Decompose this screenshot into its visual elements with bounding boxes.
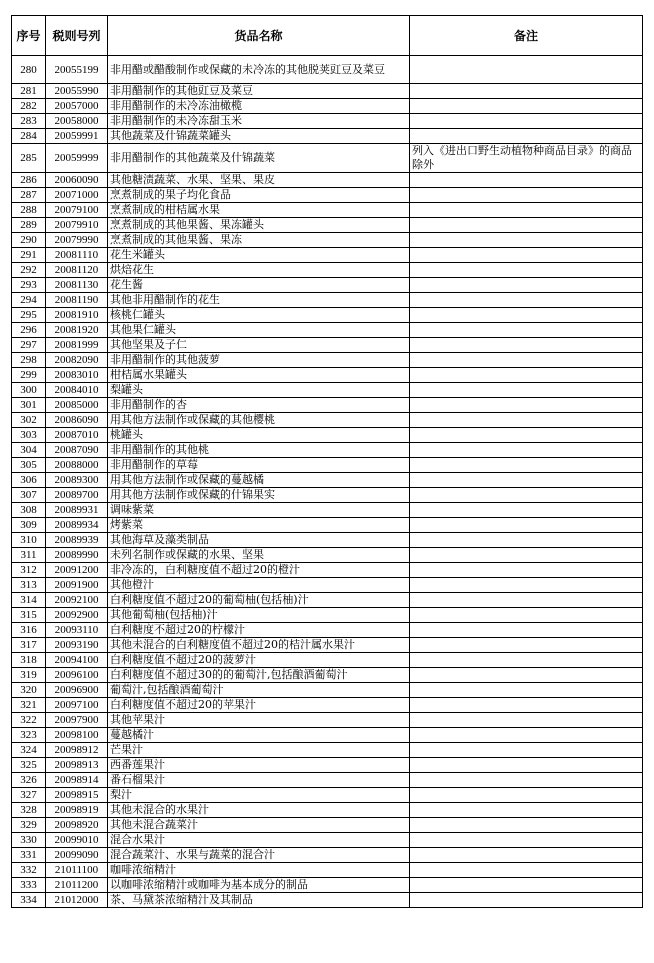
row-remarks	[410, 893, 643, 908]
row-tariff-code: 20096100	[46, 668, 108, 683]
table-row	[12, 698, 643, 713]
row-tariff-code: 20091200	[46, 563, 108, 578]
table-row	[12, 608, 643, 623]
table-row	[12, 99, 643, 114]
row-index: 290	[12, 233, 46, 248]
table-row	[12, 773, 643, 788]
table-row	[12, 548, 643, 563]
row-index: 333	[12, 878, 46, 893]
row-index: 308	[12, 503, 46, 518]
row-remarks	[410, 623, 643, 638]
row-remarks	[410, 458, 643, 473]
row-tariff-code: 20081110	[46, 248, 108, 263]
row-tariff-code: 20099090	[46, 848, 108, 863]
table-row	[12, 428, 643, 443]
row-index: 302	[12, 413, 46, 428]
row-goods-name: 烘焙花生	[108, 263, 410, 278]
row-goods-name: 其他非用醋制作的花生	[108, 293, 410, 308]
row-remarks	[410, 84, 643, 99]
row-tariff-code: 20081910	[46, 308, 108, 323]
row-goods-name: 白利糖度值不超过30的的葡萄汁,包括酿酒葡萄汁	[108, 668, 410, 683]
row-goods-name: 用其他方法制作或保藏的其他樱桃	[108, 413, 410, 428]
row-goods-name: 烹煮制成的其他果酱、果冻罐头	[108, 218, 410, 233]
row-remarks	[410, 368, 643, 383]
row-remarks	[410, 443, 643, 458]
row-index: 291	[12, 248, 46, 263]
row-index: 297	[12, 338, 46, 353]
table-row	[12, 488, 643, 503]
table-row	[12, 833, 643, 848]
row-goods-name: 用其他方法制作或保藏的什锦果实	[108, 488, 410, 503]
row-remarks	[410, 578, 643, 593]
table-row	[12, 878, 643, 893]
row-index: 318	[12, 653, 46, 668]
row-tariff-code: 20088000	[46, 458, 108, 473]
row-tariff-code: 20093110	[46, 623, 108, 638]
row-tariff-code: 20086090	[46, 413, 108, 428]
row-remarks	[410, 878, 643, 893]
row-index: 312	[12, 563, 46, 578]
row-goods-name: 非用醋制作的其他蔬菜及什锦蔬菜	[108, 144, 410, 173]
row-goods-name: 烹煮制成的柑桔属水果	[108, 203, 410, 218]
row-tariff-code: 20098912	[46, 743, 108, 758]
table-row	[12, 713, 643, 728]
row-tariff-code: 20098100	[46, 728, 108, 743]
row-remarks	[410, 743, 643, 758]
row-goods-name: 烹煮制成的果子均化食品	[108, 188, 410, 203]
row-index: 334	[12, 893, 46, 908]
row-index: 307	[12, 488, 46, 503]
row-goods-name: 白利糖度值不超过20的葡萄柚(包括柚)汁	[108, 593, 410, 608]
row-remarks	[410, 653, 643, 668]
row-goods-name: 西番莲果汁	[108, 758, 410, 773]
row-remarks	[410, 338, 643, 353]
row-remarks	[410, 788, 643, 803]
row-remarks	[410, 698, 643, 713]
row-remarks	[410, 848, 643, 863]
table-row	[12, 129, 643, 144]
row-remarks	[410, 233, 643, 248]
row-index: 304	[12, 443, 46, 458]
row-tariff-code: 20058000	[46, 114, 108, 129]
table-row	[12, 533, 643, 548]
row-goods-name: 芒果汁	[108, 743, 410, 758]
row-index: 293	[12, 278, 46, 293]
row-remarks	[410, 503, 643, 518]
row-index: 289	[12, 218, 46, 233]
row-goods-name: 非用醋制作的未冷冻甜玉米	[108, 114, 410, 129]
row-tariff-code: 20079990	[46, 233, 108, 248]
row-index: 281	[12, 84, 46, 99]
table-row	[12, 114, 643, 129]
table-row	[12, 803, 643, 818]
row-index: 331	[12, 848, 46, 863]
table-row	[12, 383, 643, 398]
row-tariff-code: 20098919	[46, 803, 108, 818]
row-tariff-code: 20096900	[46, 683, 108, 698]
row-index: 317	[12, 638, 46, 653]
row-tariff-code: 20087010	[46, 428, 108, 443]
row-tariff-code: 20083010	[46, 368, 108, 383]
table-row	[12, 668, 643, 683]
row-tariff-code: 20098920	[46, 818, 108, 833]
row-goods-name: 用其他方法制作或保藏的蔓越橘	[108, 473, 410, 488]
row-index: 283	[12, 114, 46, 129]
row-remarks	[410, 173, 643, 188]
row-remarks	[410, 99, 643, 114]
row-index: 320	[12, 683, 46, 698]
row-remarks	[410, 248, 643, 263]
row-remarks	[410, 383, 643, 398]
row-tariff-code: 20081920	[46, 323, 108, 338]
row-index: 329	[12, 818, 46, 833]
row-goods-name: 其他果仁罐头	[108, 323, 410, 338]
row-goods-name: 其他蔬菜及什锦蔬菜罐头	[108, 129, 410, 144]
row-index: 288	[12, 203, 46, 218]
table-row	[12, 518, 643, 533]
table-row	[12, 683, 643, 698]
row-goods-name: 调味紫菜	[108, 503, 410, 518]
row-remarks	[410, 533, 643, 548]
row-index: 294	[12, 293, 46, 308]
row-tariff-code: 20059991	[46, 129, 108, 144]
row-tariff-code: 21011100	[46, 863, 108, 878]
row-remarks	[410, 218, 643, 233]
row-goods-name: 混合蔬菜汁、水果与蔬菜的混合汁	[108, 848, 410, 863]
row-remarks	[410, 413, 643, 428]
row-index: 301	[12, 398, 46, 413]
row-tariff-code: 20059999	[46, 144, 108, 173]
table-row	[12, 248, 643, 263]
row-tariff-code: 20081120	[46, 263, 108, 278]
row-remarks	[410, 323, 643, 338]
row-tariff-code: 20092100	[46, 593, 108, 608]
table-header	[12, 16, 643, 56]
header-remarks: 备注	[410, 16, 643, 56]
row-tariff-code: 20055199	[46, 56, 108, 84]
row-tariff-code: 20081130	[46, 278, 108, 293]
row-index: 280	[12, 56, 46, 84]
row-index: 295	[12, 308, 46, 323]
table-row	[12, 144, 643, 173]
row-tariff-code: 20099010	[46, 833, 108, 848]
table-row	[12, 638, 643, 653]
row-tariff-code: 20091900	[46, 578, 108, 593]
row-tariff-code: 20089700	[46, 488, 108, 503]
row-tariff-code: 20060090	[46, 173, 108, 188]
row-goods-name: 柑桔属水果罐头	[108, 368, 410, 383]
row-remarks	[410, 353, 643, 368]
row-goods-name: 花生米罐头	[108, 248, 410, 263]
row-remarks	[410, 863, 643, 878]
row-index: 328	[12, 803, 46, 818]
table-row	[12, 56, 643, 84]
row-tariff-code: 20097900	[46, 713, 108, 728]
row-index: 286	[12, 173, 46, 188]
row-goods-name: 其他未混合蔬菜汁	[108, 818, 410, 833]
table-row	[12, 743, 643, 758]
row-index: 315	[12, 608, 46, 623]
table-row	[12, 443, 643, 458]
row-index: 296	[12, 323, 46, 338]
table-row	[12, 368, 643, 383]
table-row	[12, 728, 643, 743]
table-row	[12, 323, 643, 338]
table-row	[12, 503, 643, 518]
row-tariff-code: 20081190	[46, 293, 108, 308]
row-goods-name: 混合水果汁	[108, 833, 410, 848]
row-index: 309	[12, 518, 46, 533]
row-remarks	[410, 593, 643, 608]
row-goods-name: 其他葡萄柚(包括柚)汁	[108, 608, 410, 623]
row-remarks	[410, 263, 643, 278]
header-goods-name: 货品名称	[108, 16, 410, 56]
row-index: 292	[12, 263, 46, 278]
row-remarks	[410, 563, 643, 578]
row-remarks	[410, 308, 643, 323]
header-tariff-code: 税则号列	[46, 16, 108, 56]
table-row	[12, 173, 643, 188]
row-index: 314	[12, 593, 46, 608]
row-goods-name: 其他苹果汁	[108, 713, 410, 728]
row-index: 323	[12, 728, 46, 743]
row-tariff-code: 20097100	[46, 698, 108, 713]
row-remarks	[410, 683, 643, 698]
row-goods-name: 桃罐头	[108, 428, 410, 443]
row-tariff-code: 21011200	[46, 878, 108, 893]
row-tariff-code: 21012000	[46, 893, 108, 908]
row-goods-name: 白利糖度值不超过20的苹果汁	[108, 698, 410, 713]
row-goods-name: 非用醋制作的未冷冻油橄榄	[108, 99, 410, 114]
row-remarks	[410, 398, 643, 413]
row-goods-name: 未列名制作或保藏的水果、坚果	[108, 548, 410, 563]
table-row	[12, 293, 643, 308]
row-remarks	[410, 713, 643, 728]
row-goods-name: 其他未混合的水果汁	[108, 803, 410, 818]
row-tariff-code: 20055990	[46, 84, 108, 99]
row-goods-name: 其他橙汁	[108, 578, 410, 593]
row-goods-name: 其他坚果及子仁	[108, 338, 410, 353]
row-tariff-code: 20081999	[46, 338, 108, 353]
row-goods-name: 花生酱	[108, 278, 410, 293]
table-row	[12, 818, 643, 833]
table-row	[12, 308, 643, 323]
row-index: 303	[12, 428, 46, 443]
row-index: 319	[12, 668, 46, 683]
row-index: 300	[12, 383, 46, 398]
row-index: 322	[12, 713, 46, 728]
row-index: 306	[12, 473, 46, 488]
row-goods-name: 非用醋制作的其他豇豆及菜豆	[108, 84, 410, 99]
row-index: 327	[12, 788, 46, 803]
row-index: 313	[12, 578, 46, 593]
row-index: 332	[12, 863, 46, 878]
row-tariff-code: 20089300	[46, 473, 108, 488]
row-index: 282	[12, 99, 46, 114]
row-remarks	[410, 818, 643, 833]
row-remarks	[410, 293, 643, 308]
table-row	[12, 623, 643, 638]
row-remarks	[410, 278, 643, 293]
table-row	[12, 848, 643, 863]
table-row	[12, 84, 643, 99]
table-row	[12, 338, 643, 353]
row-index: 325	[12, 758, 46, 773]
row-remarks	[410, 833, 643, 848]
table-row	[12, 788, 643, 803]
table-row	[12, 218, 643, 233]
row-goods-name: 葡萄汁,包括酿酒葡萄汁	[108, 683, 410, 698]
row-remarks	[410, 608, 643, 623]
row-goods-name: 非用醋制作的草莓	[108, 458, 410, 473]
row-tariff-code: 20082090	[46, 353, 108, 368]
table-row	[12, 413, 643, 428]
row-goods-name: 白利糖度不超过20的柠檬汁	[108, 623, 410, 638]
row-goods-name: 非用醋制作的其他桃	[108, 443, 410, 458]
row-remarks	[410, 56, 643, 84]
row-index: 284	[12, 129, 46, 144]
table-row	[12, 473, 643, 488]
row-tariff-code: 20079100	[46, 203, 108, 218]
row-remarks	[410, 473, 643, 488]
row-remarks	[410, 129, 643, 144]
row-tariff-code: 20092900	[46, 608, 108, 623]
table-row	[12, 398, 643, 413]
table-row	[12, 458, 643, 473]
row-remarks	[410, 188, 643, 203]
row-tariff-code: 20084010	[46, 383, 108, 398]
table-row	[12, 203, 643, 218]
row-tariff-code: 20098915	[46, 788, 108, 803]
row-remarks: 列入《进出口野生动植物种商品目录》的商品除外	[410, 144, 643, 173]
row-goods-name: 梨汁	[108, 788, 410, 803]
row-goods-name: 其他海草及藻类制品	[108, 533, 410, 548]
row-index: 285	[12, 144, 46, 173]
row-remarks	[410, 668, 643, 683]
table-body	[12, 56, 643, 908]
table-row	[12, 188, 643, 203]
row-tariff-code: 20093190	[46, 638, 108, 653]
row-tariff-code: 20089934	[46, 518, 108, 533]
row-index: 299	[12, 368, 46, 383]
row-tariff-code: 20094100	[46, 653, 108, 668]
row-index: 330	[12, 833, 46, 848]
row-remarks	[410, 114, 643, 129]
row-index: 316	[12, 623, 46, 638]
row-goods-name: 非冷冻的，白利糖度值不超过20的橙汁	[108, 563, 410, 578]
row-index: 326	[12, 773, 46, 788]
row-goods-name: 其他未混合的白利糖度值不超过20的桔汁属水果汁	[108, 638, 410, 653]
row-index: 324	[12, 743, 46, 758]
row-goods-name: 咖啡浓缩精汁	[108, 863, 410, 878]
table-row	[12, 593, 643, 608]
row-goods-name: 非用醋制作的杏	[108, 398, 410, 413]
table-row	[12, 353, 643, 368]
row-remarks	[410, 548, 643, 563]
row-tariff-code: 20089990	[46, 548, 108, 563]
row-goods-name: 非用醋制作的其他菠萝	[108, 353, 410, 368]
row-goods-name: 白利糖度值不超过20的菠萝汁	[108, 653, 410, 668]
header-row	[12, 16, 643, 56]
tariff-list-table	[11, 15, 643, 908]
table-row	[12, 758, 643, 773]
row-goods-name: 蔓越橘汁	[108, 728, 410, 743]
row-remarks	[410, 758, 643, 773]
row-tariff-code: 20057000	[46, 99, 108, 114]
row-remarks	[410, 638, 643, 653]
row-goods-name: 核桃仁罐头	[108, 308, 410, 323]
table-row	[12, 578, 643, 593]
row-remarks	[410, 773, 643, 788]
row-index: 287	[12, 188, 46, 203]
row-remarks	[410, 803, 643, 818]
row-remarks	[410, 203, 643, 218]
table-row	[12, 863, 643, 878]
row-goods-name: 茶、马黛茶浓缩精汁及其制品	[108, 893, 410, 908]
row-tariff-code: 20098913	[46, 758, 108, 773]
row-index: 321	[12, 698, 46, 713]
row-index: 310	[12, 533, 46, 548]
table-row	[12, 563, 643, 578]
row-index: 311	[12, 548, 46, 563]
table-row	[12, 263, 643, 278]
table-row	[12, 653, 643, 668]
table-row	[12, 278, 643, 293]
row-goods-name: 非用醋或醋酸制作或保藏的未冷冻的其他脱荚豇豆及菜豆	[108, 56, 410, 84]
row-tariff-code: 20087090	[46, 443, 108, 458]
row-goods-name: 番石榴果汁	[108, 773, 410, 788]
row-tariff-code: 20089939	[46, 533, 108, 548]
row-tariff-code: 20079910	[46, 218, 108, 233]
row-tariff-code: 20071000	[46, 188, 108, 203]
row-tariff-code: 20085000	[46, 398, 108, 413]
row-goods-name: 其他糖渍蔬菜、水果、坚果、果皮	[108, 173, 410, 188]
table-row	[12, 233, 643, 248]
row-goods-name: 烹煮制成的其他果酱、果冻	[108, 233, 410, 248]
row-goods-name: 烤紫菜	[108, 518, 410, 533]
row-remarks	[410, 428, 643, 443]
row-remarks	[410, 488, 643, 503]
table-row	[12, 893, 643, 908]
row-goods-name: 以咖啡浓缩精汁或咖啡为基本成分的制品	[108, 878, 410, 893]
row-remarks	[410, 518, 643, 533]
row-tariff-code: 20098914	[46, 773, 108, 788]
row-tariff-code: 20089931	[46, 503, 108, 518]
row-goods-name: 梨罐头	[108, 383, 410, 398]
row-remarks	[410, 728, 643, 743]
header-index: 序号	[12, 16, 46, 56]
row-index: 305	[12, 458, 46, 473]
row-index: 298	[12, 353, 46, 368]
